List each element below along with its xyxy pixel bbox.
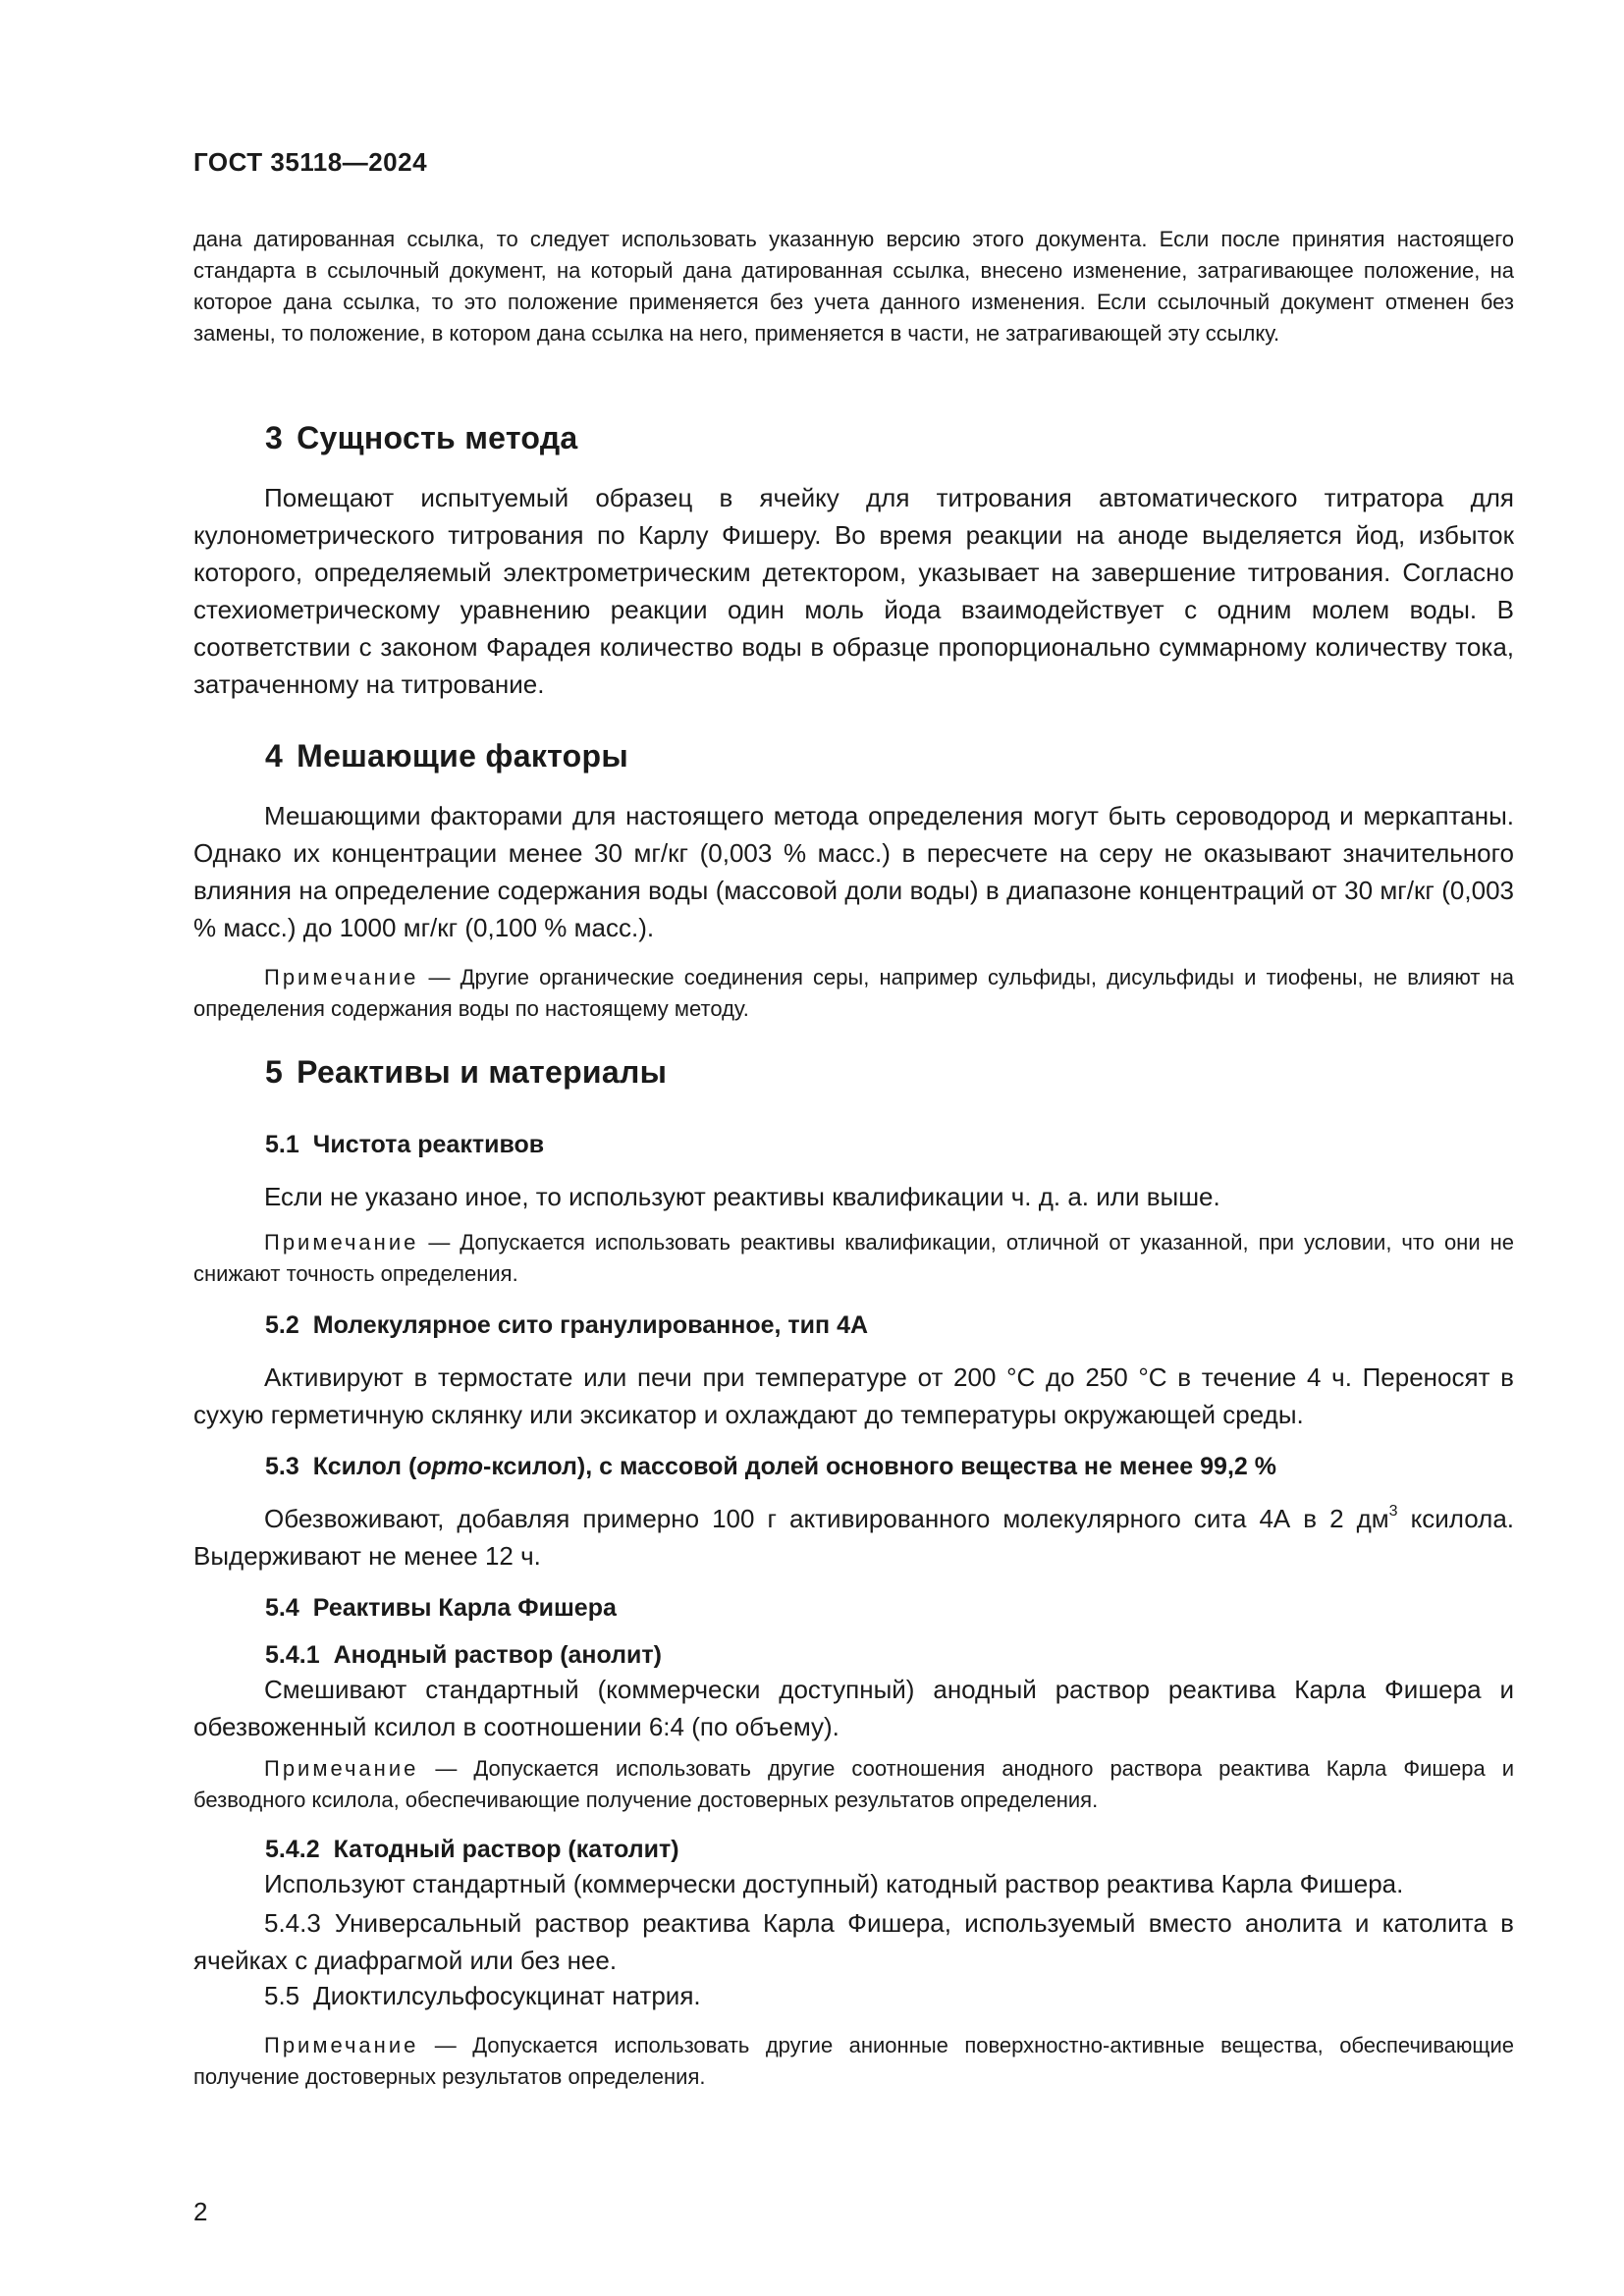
section-3-title: Сущность метода [297,420,578,455]
subsection-5-4-1-heading [265,1641,662,1670]
intro-paragraph: дана датированная ссылка, то следует использовать указанную версию этого документа. Если после принятия настоящего стандарта в ссылочный документ, на который дана датированная ссылка, внесено изменение, затрагивающее положение, на которое дана ссылка, то это положение применяется без учета данного изменения. Если ссылочный документ отменен без замены, то положение, в котором дана ссылка на него, применяется в части, не затрагивающей эту ссылку. [193,227,1514,346]
subsection-5-5-note [193,2030,1514,2093]
subsection-5-4-2-heading [265,1836,679,1864]
subsection-5-4-1-note [193,1753,1514,1816]
section-4-body [193,797,1514,946]
section-4-number: 4 [265,738,284,774]
subsection-5-3-text-end: ксилола. Выдерживают не менее 12 ч. [193,1504,1515,1571]
subsection-5-2-text: Активируют в термостате или печи при температуре от 200 °С до 250 °С в течение 4 ч. Переносят в сухую герметичную склянку или эксикатор и охлаждают до температуры окружающей среды. [193,1362,1514,1429]
subsection-5-3-text-start: Обезвоживают, добавляя примерно 100 г активированного молекулярного сита 4А в 2 дм [264,1504,1389,1533]
subsection-5-5-body [193,1977,1514,2014]
subsection-5-3-title-end: -ксилол), с массовой долей основного вещества не менее 99,2 % [483,1453,1276,1480]
subsection-5-3-number: 5.3 [265,1453,299,1480]
subsection-5-2-heading [265,1311,868,1340]
section-3-heading [265,420,578,456]
subsection-5-4-1-title: Анодный раствор (анолит) [333,1641,662,1669]
note-text: — Допускается использовать другие соотношения анодного раствора реактива Карла Фишера и безводного ксилола, обеспечивающие получение достоверных результатов определения. [193,1756,1514,1812]
section-4-text: Мешающими факторами для настоящего метода определения могут быть сероводород и меркаптаны. Однако их концентрации менее 30 мг/кг (0,003 % масс.) в пересчете на серу не оказывают значительного влияния на определение содержания воды (массовой доли воды) в диапазоне концентраций от 30 мг/кг (0,003 % масс.) до 1000 мг/кг (0,100 % масс.). [193,801,1514,942]
subsection-5-4-heading [265,1594,617,1623]
subsection-5-4-title: Реактивы Карла Фишера [312,1594,617,1622]
subsection-5-1-title: Чистота реактивов [312,1131,545,1158]
subsection-5-3-body [193,1500,1514,1575]
section-3-text: Помещают испытуемый образец в ячейку для титрования автоматического титратора для кулонометрического титрования по Карлу Фишеру. Во время реакции на аноде выделяется йод, избыток которого, определяемый электрометрическим детектором, указывает на завершение титрования. Согласно стехиометрическому уравнению реакции один моль йода взаимодействует с одним молем воды. В соответствии с законом Фарадея количество воды в образце пропорционально суммарному количеству тока, затраченному на титрование. [193,483,1514,699]
note-label: Примечание [264,1230,419,1255]
note-text: — Другие органические соединения серы, например сульфиды, дисульфиды и тиофены, не влияют на определения содержания воды по настоящему методу. [193,965,1514,1021]
subsection-5-4-3-text: Универсальный раствор реактива Карла Фишера, используемый вместо анолита и католита в ячейках с диафрагмой или без нее. [193,1908,1514,1975]
subsection-5-3-title-start: Ксилол ( [312,1453,417,1480]
subsection-5-5-text: Диоктилсульфосукцинат натрия. [313,1981,701,2010]
subsection-5-4-3-number: 5.4.3 [264,1908,321,1938]
subsection-5-1-heading [265,1131,544,1159]
section-5-title: Реактивы и материалы [297,1054,668,1090]
note-label: Примечание [264,1756,419,1781]
section-5-number: 5 [265,1054,284,1090]
section-4-heading [265,738,628,774]
section-5-heading [265,1054,667,1091]
subsection-5-4-1-text: Смешивают стандартный (коммерчески доступный) анодный раствор реактива Карла Фишера и обезвоженный ксилол в соотношении 6:4 (по объему). [193,1675,1514,1741]
intro-paragraph-block [193,224,1514,349]
subsection-5-4-1-number: 5.4.1 [265,1641,320,1669]
page-number: 2 [193,2197,208,2226]
note-text: — Допускается использовать другие анионные поверхностно-активные вещества, обеспечивающие получение достоверных результатов определения. [193,2033,1514,2089]
subsection-5-4-2-body [193,1865,1514,1902]
subsection-5-1-text: Если не указано иное, то используют реактивы квалификации ч. д. а. или выше. [264,1182,1220,1211]
subsection-5-2-number: 5.2 [265,1311,299,1339]
subsection-5-4-2-number: 5.4.2 [265,1836,320,1863]
subsection-5-5-number: 5.5 [264,1981,300,2010]
document-code-header: ГОСТ 35118—2024 [193,147,428,177]
note-label: Примечание [264,965,419,989]
section-3-number: 3 [265,420,284,455]
subsection-5-3-heading [265,1453,1276,1481]
subsection-5-2-body [193,1359,1514,1433]
section-3-body [193,479,1514,703]
subsection-5-1-note [193,1227,1514,1290]
note-label: Примечание [264,2033,419,2057]
subsection-5-2-title: Молекулярное сито гранулированное, тип 4А [312,1311,869,1339]
subsection-5-4-number: 5.4 [265,1594,299,1622]
note-text: — Допускается использовать реактивы квалификации, отличной от указанной, при условии, что они не снижают точность определения. [193,1230,1514,1286]
superscript-3: 3 [1388,1503,1398,1520]
subsection-5-4-1-body [193,1671,1514,1745]
subsection-5-4-3-body [193,1904,1514,1979]
subsection-5-3-title-italic: орто [416,1453,484,1480]
subsection-5-4-2-title: Катодный раствор (католит) [333,1836,679,1863]
subsection-5-4-2-text: Используют стандартный (коммерчески доступный) катодный раствор реактива Карла Фишера. [264,1869,1404,1898]
subsection-5-1-body [193,1178,1514,1215]
section-4-note [193,962,1514,1025]
section-4-title: Мешающие факторы [297,738,629,774]
subsection-5-1-number: 5.1 [265,1131,299,1158]
